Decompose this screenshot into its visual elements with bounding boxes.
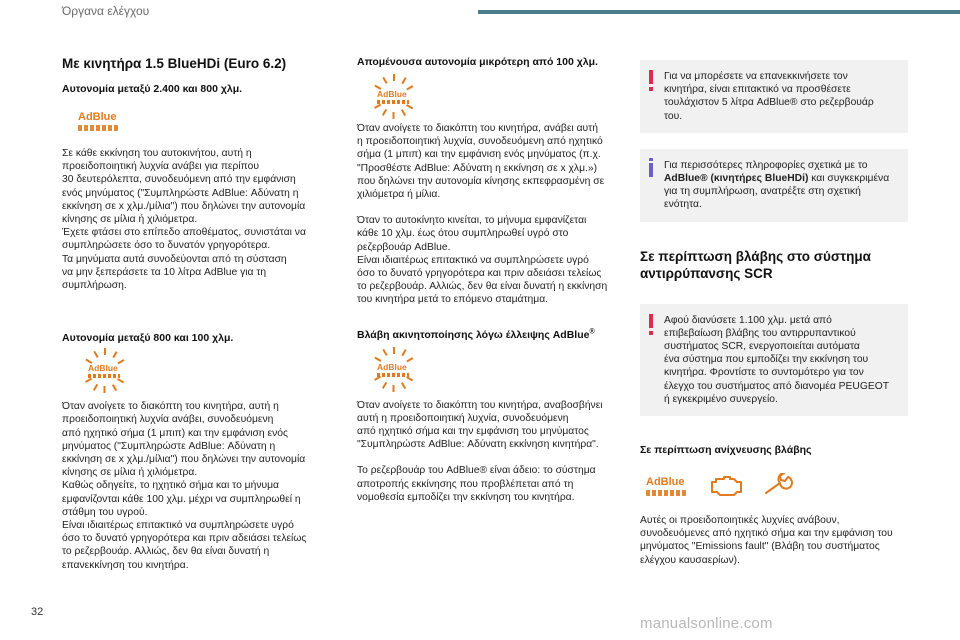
text-line: το ρεζερβουάρ. Αλλιώς, δεν θα είναι δυνατή η εκκίνηση [357,281,608,293]
column-2 [357,56,625,504]
flash-ray [407,376,414,381]
text-line: κινητήρα, είναι επιτακτικό να προσθέσετε [664,84,851,96]
text-line: συστήματος SCR, ενεργοποιείται αυτόματα [664,341,860,353]
text-line: κίνησης σε μίλια ή χιλιόμετρα. [62,467,198,479]
text-line: ρεζερβουάρ AdBlue. [357,241,451,253]
text-line: "Προσθέστε AdBlue: Αδύνατη η εκκίνηση σε x χλμ.») [357,162,598,174]
warning-icon [649,70,653,84]
adblue-icon-label: AdBlue [377,361,407,372]
text-line: Αυτές οι προειδοποιητικές λυχνίες ανάβουν, [640,515,840,527]
fault-icons-row [644,472,908,500]
text-line: Για να μπορέσετε να επανεκκινήσετε τον [664,71,848,82]
text-line: επιβεβαίωση βλάβης του αντιρρυπαντικού [664,327,856,339]
flash-ray [118,378,125,383]
info-line: Για περισσότερες πληροφορίες σχετικά με το [664,159,868,171]
adblue-icon-label: AdBlue [377,89,407,99]
warning-icon [649,314,653,328]
adblue-rays-icon-wrap [357,74,625,122]
text-line: σήμα (1 μπιπ) και την εμφάνιση ενός μηνύματος (π.χ. [357,149,601,161]
info-line [664,172,898,185]
text-line: ενότητα. [664,199,702,211]
text-line: επανεκκίνηση του κινητήρα. [62,559,189,571]
watermark: manualsonline.com [640,615,773,632]
text-line: προειδοποιητική λυχνία ανάβει για περίπου [62,161,259,173]
text-line: η προειδοποιητική λυχνία, συνοδευόμενη από ηχητικό [357,136,603,148]
text-line: αποτροπής εκκίνησης που προβλέπεται από τη [357,478,574,490]
adblue-icon-label: AdBlue [88,363,118,374]
text-line: αυτή η προειδοποιητική λυχνία, συνοδευόμενη [357,412,569,424]
text-line: μηνύματος "Emissions fault" (Βλάβη του συστήματος [640,541,880,553]
paragraph-less-100-driving [357,214,625,306]
paragraph-tank-empty [357,464,625,504]
text-line: Όταν το αυτοκίνητο κινείται, το μήνυμα εμφανίζεται [357,215,587,227]
text-line: "Συμπληρώστε AdBlue: Αδύνατη εκκίνηση κινητήρα". [357,439,599,451]
subheading-less-100: Απομένουσα αυτονομία μικρότερη από 100 χλμ. [357,56,598,68]
info-rest [664,185,898,211]
warning-text [664,314,898,406]
flash-ray [93,351,98,358]
text-line: κάθε 10 χλμ. έως ότου συμπληρωθεί υγρό στο [357,228,569,240]
text-line: Τα μηνύματα αυτά συνοδεύονται από τη σύσταση [62,253,287,265]
text-line: όσο το δυνατό γρηγορότερα και πριν αδειάσει τελείως [357,268,602,280]
text-line: χιλιόμετρα ή μίλια. [357,189,441,201]
text-line: συνοδευόμενες από ηχητικό σήμα και την εμφάνιση του [640,528,893,540]
flash-ray [374,376,381,381]
text-line: έλεγχο του συστήματος από διανομέα PEUGEOT [664,380,890,392]
paragraph-2400-800 [62,147,328,292]
flash-ray [112,384,117,391]
wrench-icon [762,473,796,499]
text-line: από ηχητικό σήμα και την εμφάνιση του μηνύματος [357,426,589,438]
engine-icon [708,473,744,499]
flash-ray [393,385,395,392]
text-line: Έχετε φτάσει στο επίπεδο αποθέματος, συνιστάται να [62,227,306,239]
info-box [640,149,908,222]
scr-title-line1: Σε περίπτωση βλάβης στο σύστημα [640,248,871,264]
flash-ray [401,77,406,84]
paragraph-fault-detected [640,514,908,567]
text-line: Όταν ανοίγετε το διακόπτη του κινητήρα, ανάβει αυτή [357,123,598,134]
text-line: συμπλήρωση. [62,280,127,292]
text-line: τουλάχιστον 5 λίτρα AdBlue® στο ρεζερβουάρ [664,97,874,109]
text-line: όσο το δυνατό γρηγορότερα και πριν αδειάσει τελείως [62,533,307,545]
paragraph-immobilization [357,399,625,452]
paragraph-800-100 [62,400,328,572]
adblue-lamp-icon [62,107,328,147]
flash-ray [401,382,406,389]
warning-box-scr [640,304,908,416]
flash-ray [118,359,125,364]
text-line: νομοθεσία εμποδίζει την εκκίνηση του κινητήρα. [357,491,575,503]
page-number: 32 [31,606,44,618]
text-line: ή εγκεκριμένο συνεργείο. [664,393,778,405]
paragraph-less-100 [357,122,625,201]
flash-ray [407,104,414,109]
text-line: Σε κάθε εκκίνηση του αυτοκινήτου, αυτή η [62,148,252,159]
text-line: μηνύματος ("Συμπληρώστε AdBlue: Αδύνατη η [62,440,276,452]
flash-ray [382,77,387,84]
subheading-fault-detected: Σε περίπτωση ανίχνευσης βλάβης [640,444,812,457]
text-line: Καθώς οδηγείτε, το ηχητικό σήμα και το μήνυμα [62,480,279,492]
text-line: από ηχητικό σήμα (1 μπιπ) και την εμφάνιση ενός [62,427,288,439]
flash-ray [393,74,395,81]
adblue-flashing-icon [367,74,419,118]
text-line: κινητήρα. Φροντίστε το συντομότερο για τον [664,367,864,379]
flash-ray [382,110,387,117]
header-bar [478,10,960,14]
text-line: Είναι ιδιαιτέρως επιτακτικό να συμπληρώσετε υγρό [357,254,589,266]
scr-title-line2: αντιρρύπανσης SCR [640,265,773,281]
warning-text [664,70,898,123]
flash-ray [393,112,395,119]
text-line: ένα σύστημα που εμποδίζει την εκκίνηση του [664,354,869,366]
adblue-icon [644,472,690,500]
text-line: κίνησης σε μίλια ή χιλιόμετρα. [62,214,198,226]
flash-ray [382,382,387,389]
text-line: συμπληρώσετε όσο το δυνατόν γρηγορότερα. [62,240,271,252]
adblue-flashing-icon [367,347,419,391]
running-header: Όργανα ελέγχου [62,4,150,18]
info-icon [649,163,653,177]
flash-ray [85,378,92,383]
text-line: που δηλώνει την αυτονομία κίνησης εκπεφρασμένη σε [357,175,605,187]
flash-ray [407,85,414,90]
adblue-icon-label: AdBlue [78,111,117,123]
flash-ray [93,384,98,391]
subheading-2400-800: Αυτονομία μεταξύ 2.400 και 800 χλμ. [62,83,243,95]
warning-box-refill [640,60,908,133]
text-line: στάθμη του υγρού. [62,506,148,518]
text-line: Είναι ιδιαιτέρως επιτακτικό να συμπληρώσετε υγρό [62,520,294,532]
text-line: να μην ξεπεράσετε τα 10 λίτρα AdBlue για τη [62,266,267,278]
text-line: του κινητήρα μετά το επόμενο σταμάτημα. [357,294,549,306]
adblue-icon [76,107,122,135]
column-1 [62,56,328,572]
text-line: για τη συμπλήρωση, ανατρέξτε στη σχετική [664,186,861,198]
flash-ray [401,349,406,356]
flash-ray [407,357,414,362]
subheading-immobilization: Βλάβη ακινητοποίησης λόγω έλλειψης AdBlue® [357,328,595,341]
text-line: Το ρεζερβουάρ του AdBlue® είναι άδειο: το σύστημα [357,465,596,477]
text-line: προειδοποιητική λυχνία ανάβει, συνοδευόμενη [62,414,274,426]
text-line: Όταν ανοίγετε το διακόπτη του κινητήρα, αναβοσβήνει [357,399,603,411]
subheading-800-100: Αυτονομία μεταξύ 800 και 100 χλμ. [62,332,234,345]
flash-ray [382,349,387,356]
section-title: Με κινητήρα 1.5 BlueHDi (Euro 6.2) [62,56,287,71]
adblue-icon-label: AdBlue [646,476,685,489]
text-line: ελέγχου καυσαερίων). [640,554,740,566]
text-line: το ρεζερβουάρ. Αλλιώς, δεν θα είναι δυνατή η [62,546,270,558]
flash-ray [104,348,106,355]
adblue-flashing-icon [78,348,130,392]
text-line: ενός μηνύματος ("Συμπληρώστε AdBlue: Αδύνατη η [62,187,299,199]
flash-ray [104,386,106,393]
text-line: εκκίνηση σε x χλμ./μίλια") που δηλώνει την αυτονομία [62,200,306,212]
adblue-rays-icon-wrap [357,347,625,399]
flash-ray [374,85,381,90]
info-after: και συγκεκριμένα [808,173,890,185]
text-line: 30 δευτερόλεπτα, συνοδευόμενη από την εμφάνιση [62,174,296,186]
info-bold-ref: AdBlue® (κινητήρες BlueHDi) [664,173,809,185]
text-line: του. [664,110,683,122]
text-line: Όταν ανοίγετε το διακόπτη του κινητήρα, αυτή η [62,401,279,413]
flash-ray [401,110,406,117]
text-line: Αφού διανύσετε 1.100 χλμ. μετά από [664,314,832,326]
column-3 [640,60,908,567]
flash-ray [393,347,395,354]
text-line: εκκίνηση σε x χλμ./μίλια") που δηλώνει την αυτονομία [62,454,306,466]
text-line: εμφανίζονται κάθε 100 χλμ. μέχρι να συμπληρωθεί η [62,493,301,505]
flash-ray [112,351,117,358]
adblue-rays-icon-wrap [62,348,328,400]
flash-ray [374,104,381,109]
